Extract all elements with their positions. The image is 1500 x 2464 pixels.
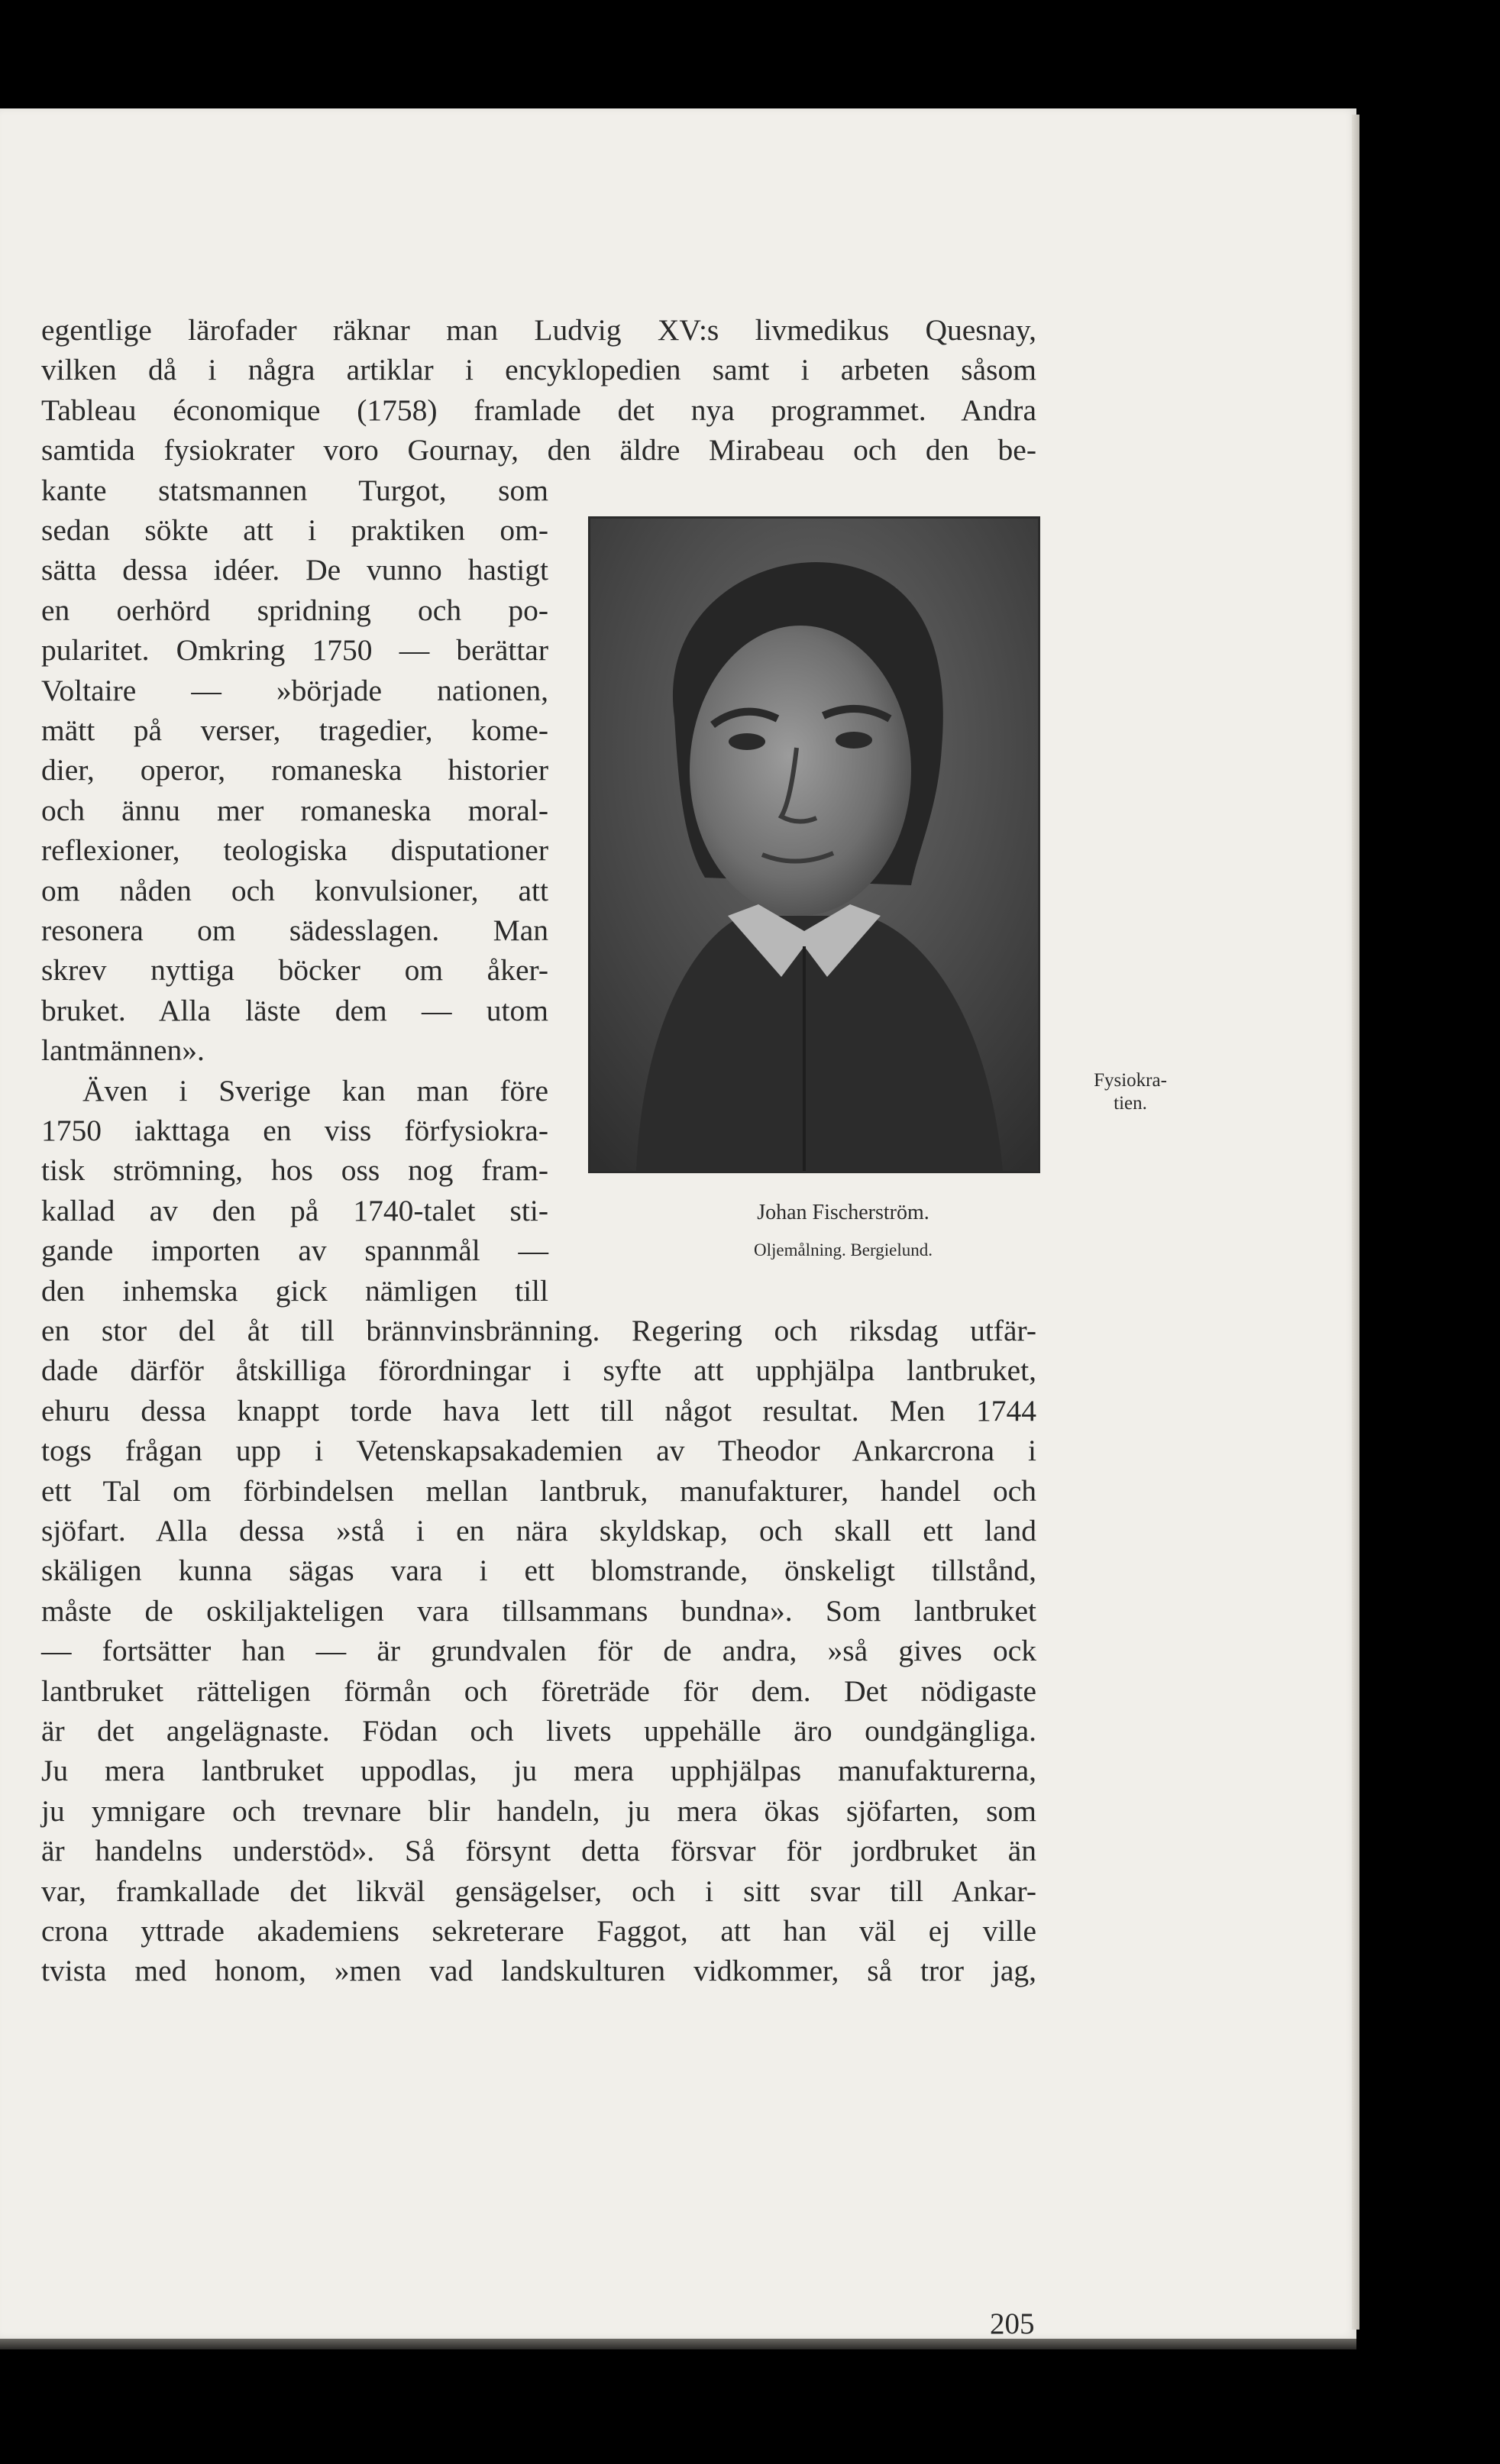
text-line: om nåden och konvulsioner, att — [41, 873, 548, 907]
text-line: ett Tal om förbindelsen mellan lantbruk, manufakturer, handel och — [41, 1473, 1036, 1508]
text-line: egentlige lärofader räknar man Ludvig XV:s livmedikus Quesnay, — [41, 313, 1036, 347]
text-line: en oerhörd spridning och po- — [41, 593, 548, 627]
text-line: sjöfart. Alla dessa »stå i en nära skyldskap, och skall ett land — [41, 1514, 1036, 1547]
text-line: är det angelägnaste. Födan och livets uppehälle äro oundgängliga. — [41, 1714, 1036, 1748]
text-line: kallad av den på 1740-talet sti- — [41, 1193, 548, 1227]
text-line: måste de oskiljakteligen vara tillsammans bundna». Som lantbruket — [41, 1593, 1036, 1628]
text-line: — fortsätter han — är grundvalen för de andra, »så gives ock — [41, 1634, 1036, 1668]
text-line: Voltaire — »började nationen, — [41, 673, 548, 707]
text-line: lantbruket rätteligen förmån och företräde för dem. Det nödigaste — [41, 1673, 1036, 1708]
text-line: kante statsmannen Turgot, som — [41, 473, 548, 507]
text-line: samtida fysiokrater voro Gournay, den äldre Mirabeau och den be- — [41, 433, 1036, 467]
text-line: sätta dessa idéer. De vunno hastigt — [41, 553, 548, 587]
portrait-image — [588, 516, 1040, 1173]
text-line: Ju mera lantbruket uppodlas, ju mera upphjälpas manufakturerna, — [41, 1754, 1036, 1788]
text-line: skrev nyttiga böcker om åker- — [41, 953, 548, 988]
text-line: resonera om sädesslagen. Man — [41, 913, 548, 947]
text-line: Tableau économique (1758) framlade det nya programmet. Andra — [41, 393, 1036, 427]
text-line: 1750 iakttaga en viss förfysiokra- — [41, 1114, 548, 1147]
page-bottom-shadow — [0, 2339, 1356, 2349]
text-line: tvista med honom, »men vad landskulturen vidkommer, så tror jag, — [41, 1954, 1036, 1988]
text-line: tisk strömning, hos oss nog fram- — [41, 1153, 548, 1188]
figure-caption-source: Oljemålning. Bergielund. — [753, 1240, 933, 1259]
margin-note — [1077, 1069, 1184, 1115]
portrait-illustration — [590, 519, 1038, 1171]
text-line: crona yttrade akademiens sekreterare Faggot, att han väl ej ville — [41, 1914, 1036, 1948]
text-line: är handelns understöd». Så försynt detta försvar för jordbruket än — [41, 1834, 1036, 1868]
text-line: sedan sökte att i praktiken om- — [41, 513, 548, 547]
page-edge — [1352, 115, 1359, 2330]
text-line: mätt på verser, tragedier, kome- — [41, 713, 548, 747]
text-line: ehuru dessa knappt torde hava lett till något resultat. Men 1744 — [41, 1393, 1036, 1428]
text-line: togs frågan upp i Vetenskapsakademien av Theodor Ankarcrona i — [41, 1434, 1036, 1468]
page-number: 205 — [990, 2307, 1035, 2340]
text-line: dier, operor, romaneska historier — [41, 753, 548, 787]
text-line: pularitet. Omkring 1750 — berättar — [41, 633, 548, 668]
text-line: var, framkallade det likväl gensägelser, och i sitt svar till Ankar- — [41, 1874, 1036, 1908]
margin-note-text: Fysiokra- tien. — [1094, 1070, 1167, 1114]
text-line: och ännu mer romaneska moral- — [41, 793, 548, 827]
text-line: en stor del åt till brännvinsbränning. Regering och riksdag utfär- — [41, 1314, 1036, 1347]
text-line: gande importen av spannmål — — [41, 1234, 548, 1268]
text-line: lantmännen». — [41, 1033, 205, 1068]
text-line: Även i Sverige kan man före — [82, 1073, 548, 1108]
text-line: reflexioner, teologiska disputationer — [41, 833, 548, 868]
text-line: skäligen kunna sägas vara i ett blomstrande, önskeligt tillstånd, — [41, 1554, 1036, 1588]
figure-caption-name: Johan Fischerström. — [757, 1201, 929, 1224]
text-line: vilken då i några artiklar i encyklopedien samt i arbeten såsom — [41, 353, 1036, 387]
text-line: dade därför åtskilliga förordningar i syfte att upphjälpa lantbruket, — [41, 1353, 1036, 1388]
text-line: ju ymnigare och trevnare blir handeln, ju mera ökas sjöfarten, som — [41, 1793, 1036, 1828]
text-line: den inhemska gick nämligen till — [41, 1273, 548, 1308]
text-line: bruket. Alla läste dem — utom — [41, 993, 548, 1027]
